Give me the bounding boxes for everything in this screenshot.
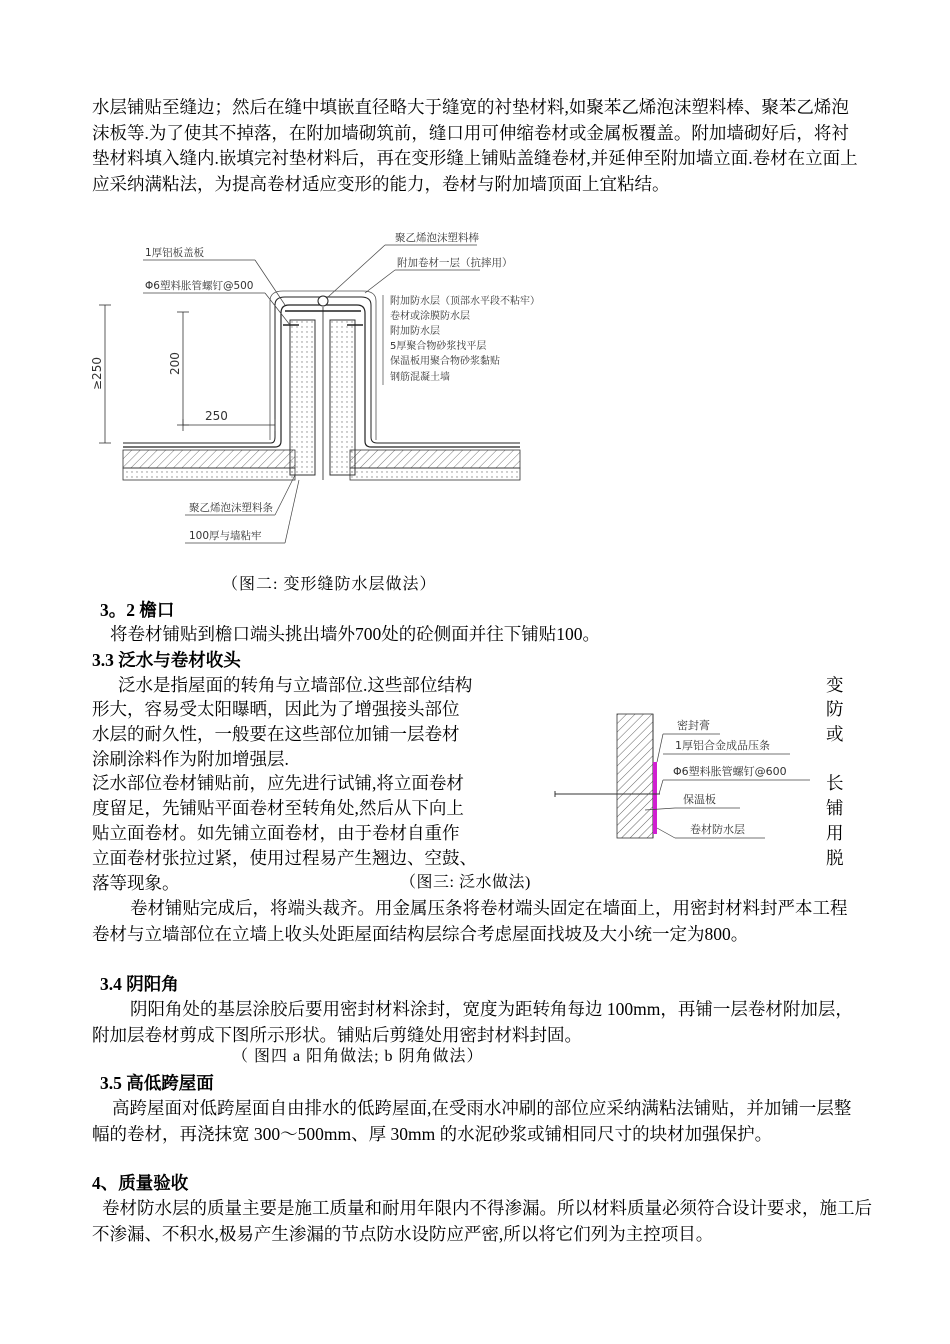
- figure-2-deformation-joint: [85, 225, 605, 555]
- fig3-label-screw: Φ6塑料胀管螺钉@600: [673, 765, 787, 778]
- s33-line-9: 落等现象。: [92, 873, 180, 893]
- label-r7: 钢筋混凝土墙: [390, 372, 450, 383]
- label-screw: Φ6塑料胀管螺钉@500: [145, 280, 254, 292]
- dim-250: 250: [205, 409, 228, 423]
- label-foam-strip: 聚乙烯泡沫塑料条: [189, 502, 273, 514]
- s33-line-4: 涂刷涂料作为附加增强层.: [92, 749, 289, 769]
- label-r4: 附加防水层: [390, 326, 440, 337]
- fig3-label-membrane: 卷材防水层: [690, 823, 745, 836]
- figure-4-caption: （ 图四 a 阳角做法; b 阴角做法）: [232, 1048, 484, 1065]
- right-char-5: 铺: [826, 798, 844, 818]
- concrete-slab: [123, 468, 295, 480]
- label-r5: 5厚聚合物砂浆找平层: [390, 341, 487, 352]
- insulation-layer: [123, 450, 295, 468]
- s33-line-2: 形大，容易受太阳曝晒，因此为了增强接头部位: [92, 699, 460, 719]
- section-3-3-after: 卷材铺贴完成后，将端头裁齐。用金属压条将卷材端头固定在墙面上，用密封材料封严本工程卷材与立墙部位在立墙上收头处距屋面结构层综合考虑屋面找坡及大小统一定为800。: [92, 898, 848, 944]
- label-r6: 保温板用聚合物砂浆黏贴: [390, 356, 500, 367]
- right-char-2: 防: [826, 699, 844, 719]
- section-3-5-title: 3.5 高低跨屋面: [100, 1073, 214, 1093]
- left-wall: [290, 320, 315, 475]
- wall-block: [617, 714, 653, 838]
- s33-line-1: 泛水是指屋面的转角与立墙部位.这些部位结构: [118, 675, 473, 695]
- label-aluminum-cover: 1厚铝板盖板: [145, 247, 205, 259]
- right-char-7: 脱: [826, 848, 844, 868]
- label-100-thick: 100厚与墙粘牢: [189, 530, 262, 542]
- section-3-2-title: 3。2 檐口: [100, 600, 175, 620]
- dim-200: 200: [168, 352, 182, 375]
- section-3-4-body: 阴阳角处的基层涂胶后要用密封材料涂封，宽度为距转角每边 100mm，再铺一层卷材附加层，附加层卷材剪成下图所示形状。铺贴后剪缝处用密封材料封固。: [92, 999, 853, 1045]
- section-3-3-title: 3.3 泛水与卷材收头: [92, 650, 241, 670]
- right-char-4: 长: [826, 773, 844, 793]
- right-char-1: 变: [826, 675, 844, 695]
- label-extra-membrane: 附加卷材一层（抗摔用）: [397, 257, 513, 269]
- section-4-body: 卷材防水层的质量主要是施工质量和耐用年限内不得渗漏。所以材料质量必须符合设计要求，施工后不渗漏、不积水,极易产生渗漏的节点防水设防应严密,所以将它们列为主控项目。: [92, 1198, 872, 1244]
- right-char-3: 或: [826, 724, 844, 744]
- s33-line-7: 贴立面卷材。如先铺立面卷材，由于卷材自重作: [92, 823, 460, 843]
- label-r2: 附加防水层（顶部水平段不粘牢）: [390, 296, 540, 307]
- s33-line-8: 立面卷材张拉过紧，使用过程易产生翘边、空鼓、: [92, 848, 477, 868]
- concrete-slab-right: [350, 468, 520, 480]
- section-3-2-body: 将卷材铺贴到檐口端头挑出墙外700处的砼侧面并往下铺贴100。: [110, 624, 600, 644]
- insulation-layer-right: [350, 450, 520, 468]
- figure-3-caption: （图三: 泛水做法): [400, 874, 531, 891]
- membrane-strip: [653, 762, 657, 834]
- label-r3: 卷材或涂膜防水层: [390, 311, 470, 322]
- paragraph-deformation-joint: 水层铺贴至缝边；然后在缝中填嵌直径略大于缝宽的衬垫材料,如聚苯乙烯泡沫塑料棒、聚苯乙烯泡沫板等.为了使其不掉落，在附加墙砌筑前，缝口用可伸缩卷材或金属板覆盖。附加墙砌好后，将衬垫材料填入缝内.嵌填完衬垫材料后，再在变形缝上铺贴盖缝卷材,并延伸至附加墙立面.卷材在立面上应采纳满粘法，为提高卷材适应变形的能力，卷材与附加墙顶面上宜粘结。: [92, 97, 858, 194]
- dim-ge250: ≥250: [90, 357, 104, 390]
- right-wall: [330, 320, 355, 475]
- fig3-label-strip: 1厚铝合金成品压条: [675, 739, 770, 752]
- label-foam-rod: 聚乙烯泡沫塑料棒: [395, 232, 479, 244]
- foam-rod: [318, 296, 328, 306]
- membrane-left: [123, 305, 520, 447]
- fig3-label-insulation: 保温板: [683, 793, 716, 806]
- section-3-4-title: 3.4 阴阳角: [100, 974, 179, 994]
- section-4-title: 4、质量验收: [92, 1173, 189, 1193]
- right-char-6: 用: [826, 823, 844, 843]
- figure-2-caption: （图二: 变形缝防水层做法）: [222, 576, 437, 593]
- fig3-label-sealant: 密封膏: [677, 719, 710, 732]
- section-3-5-body: 高跨屋面对低跨屋面自由排水的低跨屋面,在受雨水冲刷的部位应采纳满粘法铺贴，并加铺一层整幅的卷材，再浇抹宽 300～500mm、厚 30mm 的水泥砂浆或铺相同尺寸的块材加强保护。: [92, 1098, 852, 1144]
- s33-line-3: 水层的耐久性，一般要在这些部位加铺一层卷材: [92, 724, 460, 744]
- s33-line-6: 度留足，先铺贴平面卷材至转角处,然后从下向上: [92, 798, 464, 818]
- figure-3-flashing: [535, 712, 825, 842]
- s33-line-5: 泛水部位卷材铺贴前，应先进行试铺,将立面卷材: [92, 773, 464, 793]
